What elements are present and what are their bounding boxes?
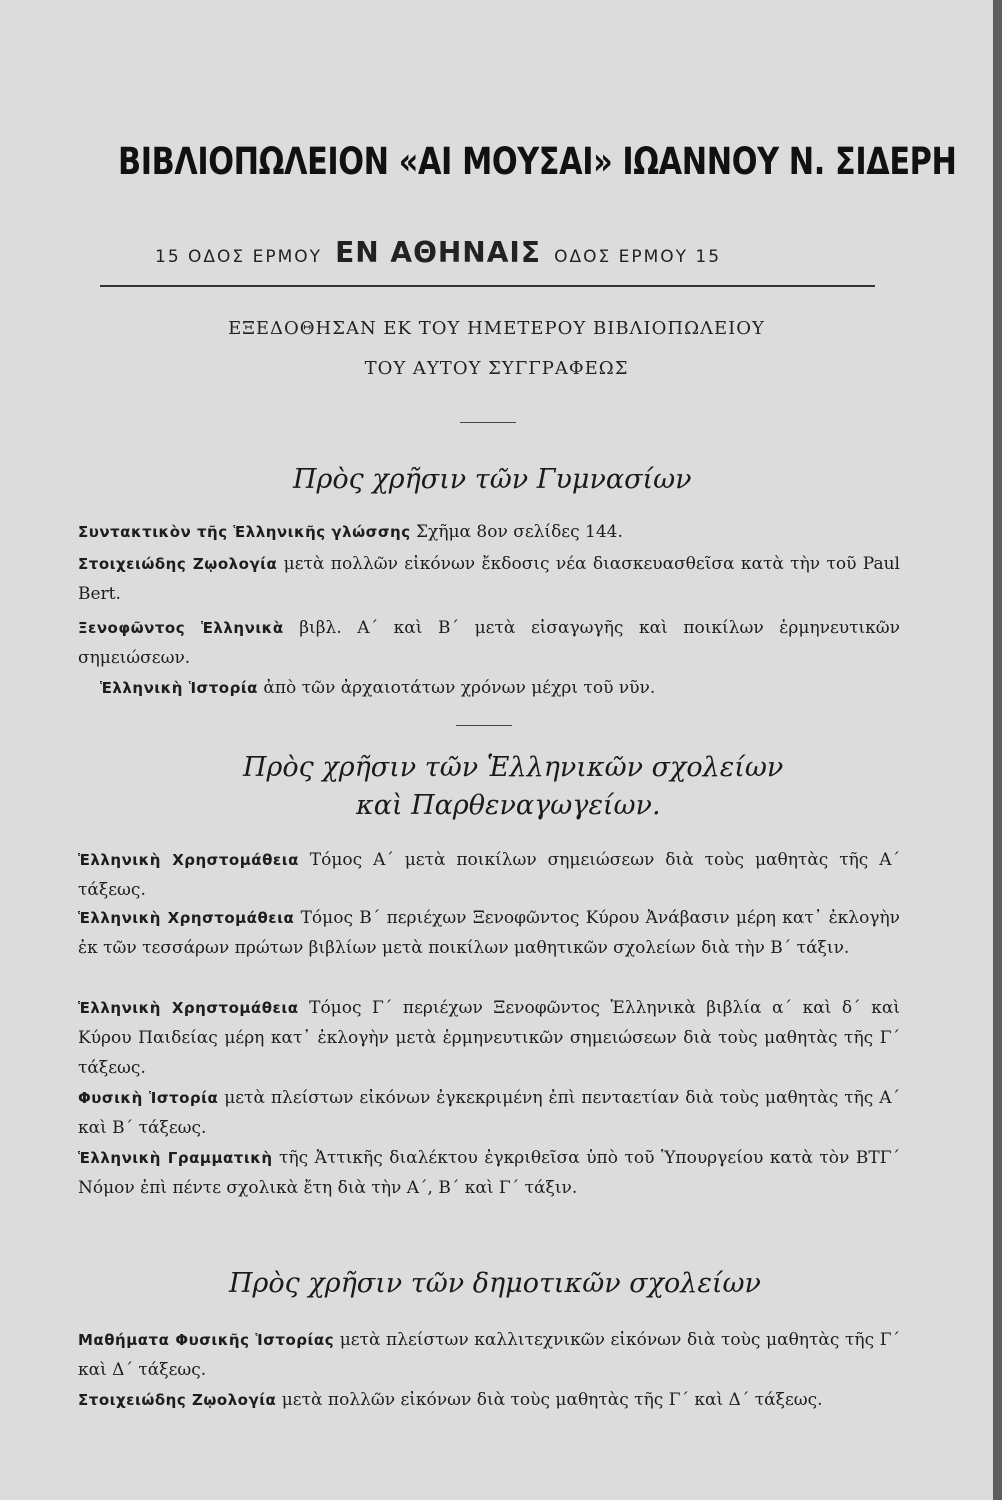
book-title: Ξενοφῶντος Ἑλληνικὰ [78,619,284,637]
list-item [78,993,900,1083]
book-description: μετὰ πλείστων εἰκόνων ἐγκεκριμένη ἐπὶ πενταετίαν διὰ τοὺς μαθητὰς τῆς Α΄ καὶ Β΄ τάξεως. [78,1088,900,1138]
list-item [78,1143,900,1203]
book-title: Ἑλληνικὴ Χρηστομάθεια [78,999,299,1017]
book-description: βιβλ. Α΄ καὶ Β΄ μετὰ εἰσαγωγῆς καὶ ποικίλων ἑρμηνευτικῶν σημειώσεων. [78,618,900,668]
book-title: Μαθήματα Φυσικῆς Ἱστορίας [78,1331,335,1349]
book-description: Τόμος Γ΄ περιέχων Ξενοφῶντος Ἑλληνικὰ βιβλία α΄ καὶ δ΄ καὶ Κύρου Παιδείας μέρη κατ᾿ ἐκλογὴν μετὰ ἑρμηνευτικῶν σημειώσεων διὰ τοὺς μαθητὰς τῆς Γ΄ τάξεως. [78,998,900,1078]
book-description: τῆς Ἀττικῆς διαλέκτου ἐγκριθεῖσα ὑπὸ τοῦ Ὑπουργείου κατὰ τὸν ΒΤΓ΄ Νόμον ἐπὶ πέντε σχολικὰ ἔτη διὰ τὴν Α΄, Β΄ καὶ Γ΄ τάξιν. [78,1148,900,1198]
list-item [78,549,900,609]
notice-line-1: ΕΞΕΔΟΘΗΣΑΝ ΕΚ ΤΟΥ ΗΜΕΤΕΡΟΥ ΒΙΒΛΙΟΠΩΛΕΙΟΥ [228,318,765,339]
address-left: 15 ΟΔΟΣ ΕΡΜΟΥ [155,247,322,267]
book-description: Τόμος Β΄ περιέχων Ξενοφῶντος Κύρου Ἀνάβασιν μέρη κατ᾿ ἐκλογὴν ἐκ τῶν τεσσάρων πρώτων βιβλίων μετὰ ποικίλων μαθητικῶν σχολείων διὰ τὴν Β΄ τάξιν. [78,908,901,958]
section-title-girls-schools: καὶ Παρθεναγωγείων. [356,790,661,821]
book-title: Φυσικὴ Ἱστορία [78,1089,219,1107]
notice-line-2: ΤΟΥ ΑΥΤΟΥ ΣΥΓΓΡΑΦΕΩΣ [364,358,629,379]
list-item [78,517,900,547]
book-description: μετὰ πολλῶν εἰκόνων διὰ τοὺς μαθητὰς τῆς Γ΄ καὶ Δ΄ τάξεως. [276,1390,823,1410]
book-title: Ἑλληνικὴ Ἱστορία [100,679,258,697]
list-item [78,845,900,905]
book-description: Σχῆμα 8ον σελίδες 144. [410,522,623,542]
list-item [78,903,900,963]
book-description: μετὰ πολλῶν εἰκόνων ἔκδοσις νέα διασκευασθεῖσα κατὰ τὴν τοῦ Paul Bert. [78,554,900,604]
ornament-rule [456,725,512,726]
ornament-rule [460,422,516,423]
header-divider [100,285,875,287]
list-item [78,1385,900,1415]
book-title: Στοιχειώδης Ζῳολογία [78,1391,277,1409]
book-description: μετὰ πλείστων καλλιτεχνικῶν εἰκόνων διὰ τοὺς μαθητὰς τῆς Γ΄ καὶ Δ΄ τάξεως. [78,1330,900,1380]
section-title-primary-schools: Πρὸς χρῆσιν τῶν δημοτικῶν σχολείων [229,1268,761,1299]
page-edge [993,0,1002,1500]
section-title-gymnasia: Πρὸς χρῆσιν τῶν Γυμνασίων [293,464,692,495]
address-right: ΟΔΟΣ ΕΡΜΟΥ 15 [554,247,722,267]
list-item [78,1325,900,1385]
address-line [155,236,855,269]
list-item [78,1083,900,1143]
book-description: ἀπὸ τῶν ἀρχαιοτάτων χρόνων μέχρι τοῦ νῦν. [258,678,656,698]
list-item [100,673,900,703]
bookstore-masthead: ΒΙΒΛΙΟΠΩΛΕΙΟΝ «ΑΙ ΜΟΥΣΑΙ» ΙΩΑΝΝΟΥ Ν. ΣΙΔΕΡΗ [118,140,957,183]
book-title: Ἑλληνικὴ Χρηστομάθεια [78,851,299,869]
city-name: ΕΝ ΑΘΗΝΑΙΣ [335,236,541,269]
book-title: Ἑλληνικὴ Χρηστομάθεια [78,909,295,927]
book-title: Συντακτικὸν τῆς Ἑλληνικῆς γλώσσης [78,523,411,541]
list-item [78,613,900,673]
book-title: Ἑλληνικὴ Γραμματικὴ [78,1149,273,1167]
section-title-greek-schools: Πρὸς χρῆσιν τῶν Ἑλληνικῶν σχολείων [243,752,784,783]
book-description: Τόμος Α΄ μετὰ ποικίλων σημειώσεων διὰ τοὺς μαθητὰς τῆς Α΄ τάξεως. [78,850,901,900]
book-title: Στοιχειώδης Ζῳολογία [78,555,278,573]
